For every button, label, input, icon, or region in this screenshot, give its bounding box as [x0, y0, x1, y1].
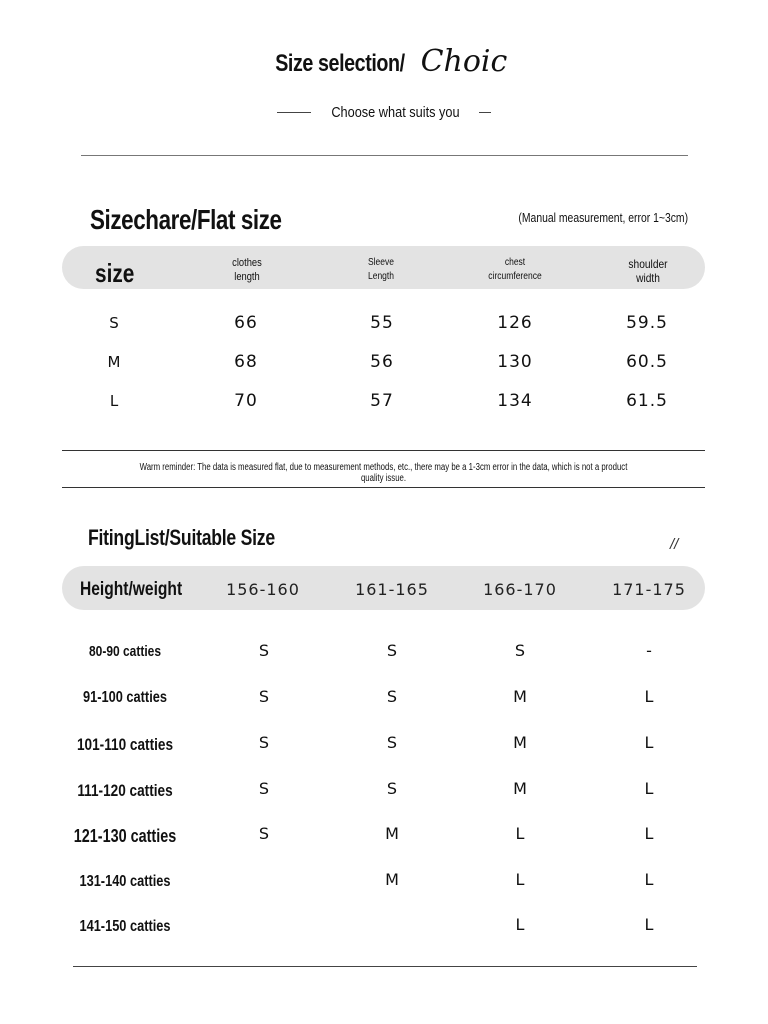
decorative-slash-mark: //	[670, 536, 679, 553]
size-recommendation-cell: M	[385, 824, 399, 843]
size-label-cell: L	[109, 392, 119, 410]
sleeve-length-cell: 56	[370, 352, 394, 372]
weight-range-label: 91-100 catties	[83, 689, 167, 706]
height-range-header: 161-165	[355, 580, 429, 599]
height-range-header: 171-175	[612, 580, 686, 599]
size-recommendation-cell: S	[514, 641, 526, 660]
subtitle-dash-left	[277, 112, 311, 113]
clothes-length-cell: 66	[234, 313, 258, 333]
column-header-chest-circumference	[473, 256, 558, 284]
warm-reminder: Warm reminder: The data is measured flat, due to measurement methods, etc., there may be a 1-3cm error in the data, which is not a product quality issue.	[139, 462, 628, 484]
column-header-line: length	[234, 271, 260, 283]
shoulder-cell: 59.5	[626, 313, 668, 333]
size-recommendation-cell: L	[644, 733, 654, 752]
column-header-line: circumference	[488, 271, 542, 282]
reminder-top-divider	[62, 450, 705, 451]
clothes-length-cell: 70	[234, 391, 258, 411]
size-recommendation-cell: -	[646, 641, 652, 660]
column-header-line: Sleeve	[367, 257, 394, 268]
size-recommendation-cell: S	[386, 733, 398, 752]
size-recommendation-cell: M	[385, 870, 399, 889]
weight-range-label: 121-130 catties	[73, 826, 177, 846]
reminder-bottom-divider	[62, 487, 705, 488]
weight-range-label: 80-90 catties	[88, 643, 162, 660]
page-subtitle	[0, 103, 768, 121]
size-label-cell: M	[107, 353, 121, 371]
size-recommendation-cell: S	[258, 779, 270, 798]
chest-cell: 134	[497, 391, 533, 411]
size-recommendation-cell: L	[515, 870, 525, 889]
weight-range-label: 141-150 catties	[79, 918, 171, 935]
size-recommendation-cell: S	[258, 687, 270, 706]
sleeve-length-cell: 57	[370, 391, 394, 411]
height-range-header: 156-160	[226, 580, 300, 599]
size-recommendation-cell: S	[258, 641, 270, 660]
column-header-line: Length	[367, 271, 395, 282]
flat-size-note: (Manual measurement, error 1~3cm)	[518, 210, 688, 225]
title-text: Size selection/	[274, 50, 405, 77]
size-recommendation-cell: L	[644, 779, 654, 798]
column-header-line: width	[636, 271, 660, 285]
clothes-length-cell: 68	[234, 352, 258, 372]
size-label-cell: S	[109, 314, 119, 332]
column-header-clothes-length	[213, 256, 281, 284]
size-column-header: size	[95, 258, 135, 288]
size-recommendation-cell: S	[258, 733, 270, 752]
size-recommendation-cell: S	[386, 641, 398, 660]
height-range-header: 166-170	[483, 580, 557, 599]
title-script-text: Choic	[420, 44, 508, 79]
column-header-line: clothes	[232, 257, 262, 269]
size-recommendation-cell: L	[515, 915, 525, 934]
sleeve-length-cell: 55	[370, 313, 394, 333]
weight-range-label: 101-110 catties	[76, 735, 174, 754]
bottom-divider	[73, 966, 697, 967]
size-recommendation-cell: L	[644, 824, 654, 843]
size-recommendation-cell: M	[513, 687, 527, 706]
flat-size-title: Sizechare/Flat size	[90, 204, 282, 235]
fitting-title: FitingList/Suitable Size	[88, 525, 275, 550]
size-recommendation-cell: S	[258, 824, 270, 843]
size-recommendation-cell: M	[513, 733, 527, 752]
column-header-line: chest	[504, 257, 526, 268]
column-header-shoulder-width	[614, 257, 682, 285]
size-recommendation-cell: L	[644, 870, 654, 889]
size-recommendation-cell: L	[515, 824, 525, 843]
header-divider	[81, 155, 688, 156]
weight-range-label: 111-120 catties	[77, 781, 173, 800]
size-recommendation-cell: L	[644, 687, 654, 706]
weight-range-label: 131-140 catties	[79, 873, 171, 890]
subtitle-dash-right	[479, 112, 491, 113]
height-weight-header: Height/weight	[80, 579, 183, 600]
chest-cell: 130	[497, 352, 533, 372]
chest-cell: 126	[497, 313, 533, 333]
subtitle-text: Choose what suits you	[330, 103, 460, 121]
shoulder-cell: 60.5	[626, 352, 668, 372]
size-recommendation-cell: S	[386, 779, 398, 798]
column-header-sleeve-length	[347, 256, 415, 284]
size-recommendation-cell: S	[386, 687, 398, 706]
shoulder-cell: 61.5	[626, 391, 668, 411]
size-recommendation-cell: L	[644, 915, 654, 934]
page-title	[0, 44, 768, 79]
column-header-line: shoulder	[628, 257, 668, 271]
size-recommendation-cell: M	[513, 779, 527, 798]
